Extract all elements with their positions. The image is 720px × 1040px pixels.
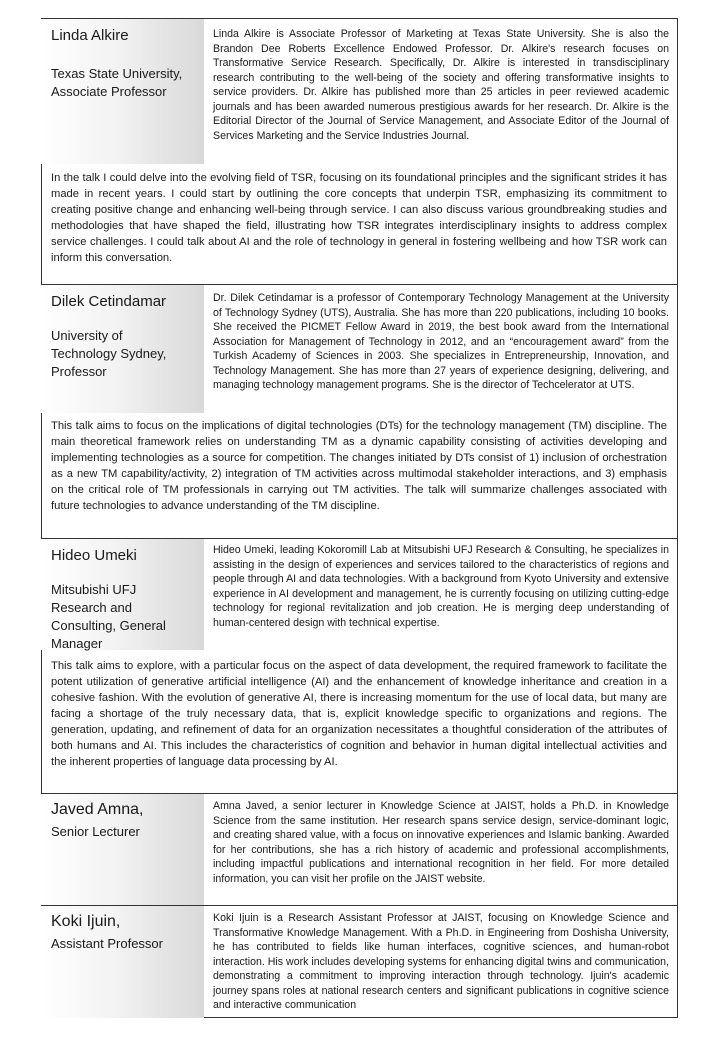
speaker-name: Javed Amna, <box>51 801 144 818</box>
speaker-card-umeki <box>41 538 678 793</box>
speaker-card-javed <box>41 793 678 905</box>
speaker-bio: Hideo Umeki, leading Kokoromill Lab at Mitsubishi UFJ Research & Consulting, he specializes in assisting in the design of experiences and services tailored to the characteristics of regions and people through AI and data technologies. With a background from Kyoto University and extensive experience in AI development and management, he is currently focusing on utilizing cutting-edge technology for regional revitalization and job creation. He is merging deep understanding of human-centered design with technical expertise. <box>213 544 669 629</box>
speaker-affiliation: Assistant Professor <box>51 936 163 951</box>
speaker-card-cetindamar <box>41 284 678 538</box>
speaker-bio: Linda Alkire is Associate Professor of Marketing at Texas State University. She is also the Brandon Dee Roberts Excellence Endowed Professor. Dr. Alkire's research focuses on Transformative Service Research. Specifically, Dr. Alkire is interested in transdisciplinary research contributing to the well-being of the society and offering transformative insights to service providers. Dr. Alkire has published more than 25 articles in peer reviewed academic journals and has been awarded numerous prestigious awards for her research. Dr. Alkire is the Editorial Director of the Journal of Service Management, and Associate Editor of the Journal of Services Marketing and the Service Industries Journal. <box>213 28 669 142</box>
speaker-name: Linda Alkire <box>51 27 129 44</box>
talk-abstract: This talk aims to explore, with a particular focus on the aspect of data development, the required framework to facilitate the potent utilization of generative artificial intelligence (AI) and the enhancement of knowledge inheritance and creation in a cohesive fashion. With the evolution of generative AI, there is increasing momentum for the use of local data, but many are facing a shortage of the truly necessary data, that is, explicit knowledge specific to organizations and regions. The generation, updating, and refinement of data for an organization necessitates a thoughtful consideration of the attributes of both humans and AI. This includes the characteristics of cognition and behavior in human digital intellectual activities and the inherent properties of language data processing by AI. <box>51 660 667 768</box>
speaker-bio: Amna Javed, a senior lecturer in Knowledge Science at JAIST, holds a Ph.D. in Knowledge Science from the same institution. Her research spans service design, service-dominant logic, and creating shared value, with a focus on innovative experiences and Islamic banking. Awarded for her contributions, she has a rich history of academic and professional accomplishments, including impactful publications and international recognition in her field. For more detailed information, you can visit her profile on the JAIST website. <box>213 800 669 885</box>
speaker-name: Hideo Umeki <box>51 547 137 564</box>
speaker-bio: Dr. Dilek Cetindamar is a professor of Contemporary Technology Management at the University of Technology Sydney (UTS), Australia. She has more than 220 publications, including 10 books. She received the PICMET Fellow Award in 2019, the best book award from the International Association for Management of Technology in 2012, and an “encouragement award” from the Turkish Academy of Sciences in 2003. She specializes in Entrepreneurship, Innovation, and Technology Management. She has more than 27 years of experience designing, delivering, and managing technology management programs. She is the director of Techcelerator at UTS. <box>213 292 669 391</box>
speaker-affiliation: Texas State University, Associate Professor <box>51 66 183 99</box>
talk-abstract: This talk aims to focus on the implications of digital technologies (DTs) for the technology management (TM) discipline. The main theoretical framework relies on understanding TM as a dynamic capability consisting of activities developing and implementing technologies as a source for competition. The changes initiated by DTs consist of 1) inclusion of orchestration as a new TM capability/activity, 2) integration of TM activities across multimodal stakeholder interactions, and 3) emphasis on the critical role of TM professionals in carrying out TM activities. The talk will summarize challenges associated with future technologies to advance understanding of the TM discipline. <box>51 420 667 512</box>
speaker-name: Koki Ijuin, <box>51 913 121 930</box>
speaker-name: Dilek Cetindamar <box>51 293 167 310</box>
speaker-card-ijuin <box>41 905 678 1018</box>
speaker-affiliation: Senior Lecturer <box>51 824 140 839</box>
speaker-card-alkire <box>41 18 678 284</box>
speaker-affiliation: University of Technology Sydney, Professor <box>51 328 167 379</box>
speaker-bio: Koki Ijuin is a Research Assistant Professor at JAIST, focusing on Knowledge Science and Transformative Knowledge Management. With a Ph.D. in Engineering from Doshisha University, he has contributed to fields like human interfaces, cognitive sciences, and human-robot interaction. His work includes developing systems for enhancing digital twins and communication, demonstrating a commitment to improving interaction through technology. Ijuin's academic journey spans roles at national research centers and significant publications in cognitive science and interactive communication <box>213 912 669 1011</box>
talk-abstract: In the talk I could delve into the evolving field of TSR, focusing on its foundational principles and the significant strides it has made in recent years. I could start by outlining the core concepts that underpin TSR, emphasizing its commitment to creating positive change and enhancing well-being through service. I can also discuss various groundbreaking studies and methodologies that have shaped the field, illustrating how TSR integrates interdisciplinary insights to address complex service challenges. I could talk about AI and the role of technology in general in fostering wellbeing and how TSR work can inform this conversation. <box>51 172 667 264</box>
speaker-affiliation: Mitsubishi UFJ Research and Consulting, General Manager <box>51 582 166 651</box>
